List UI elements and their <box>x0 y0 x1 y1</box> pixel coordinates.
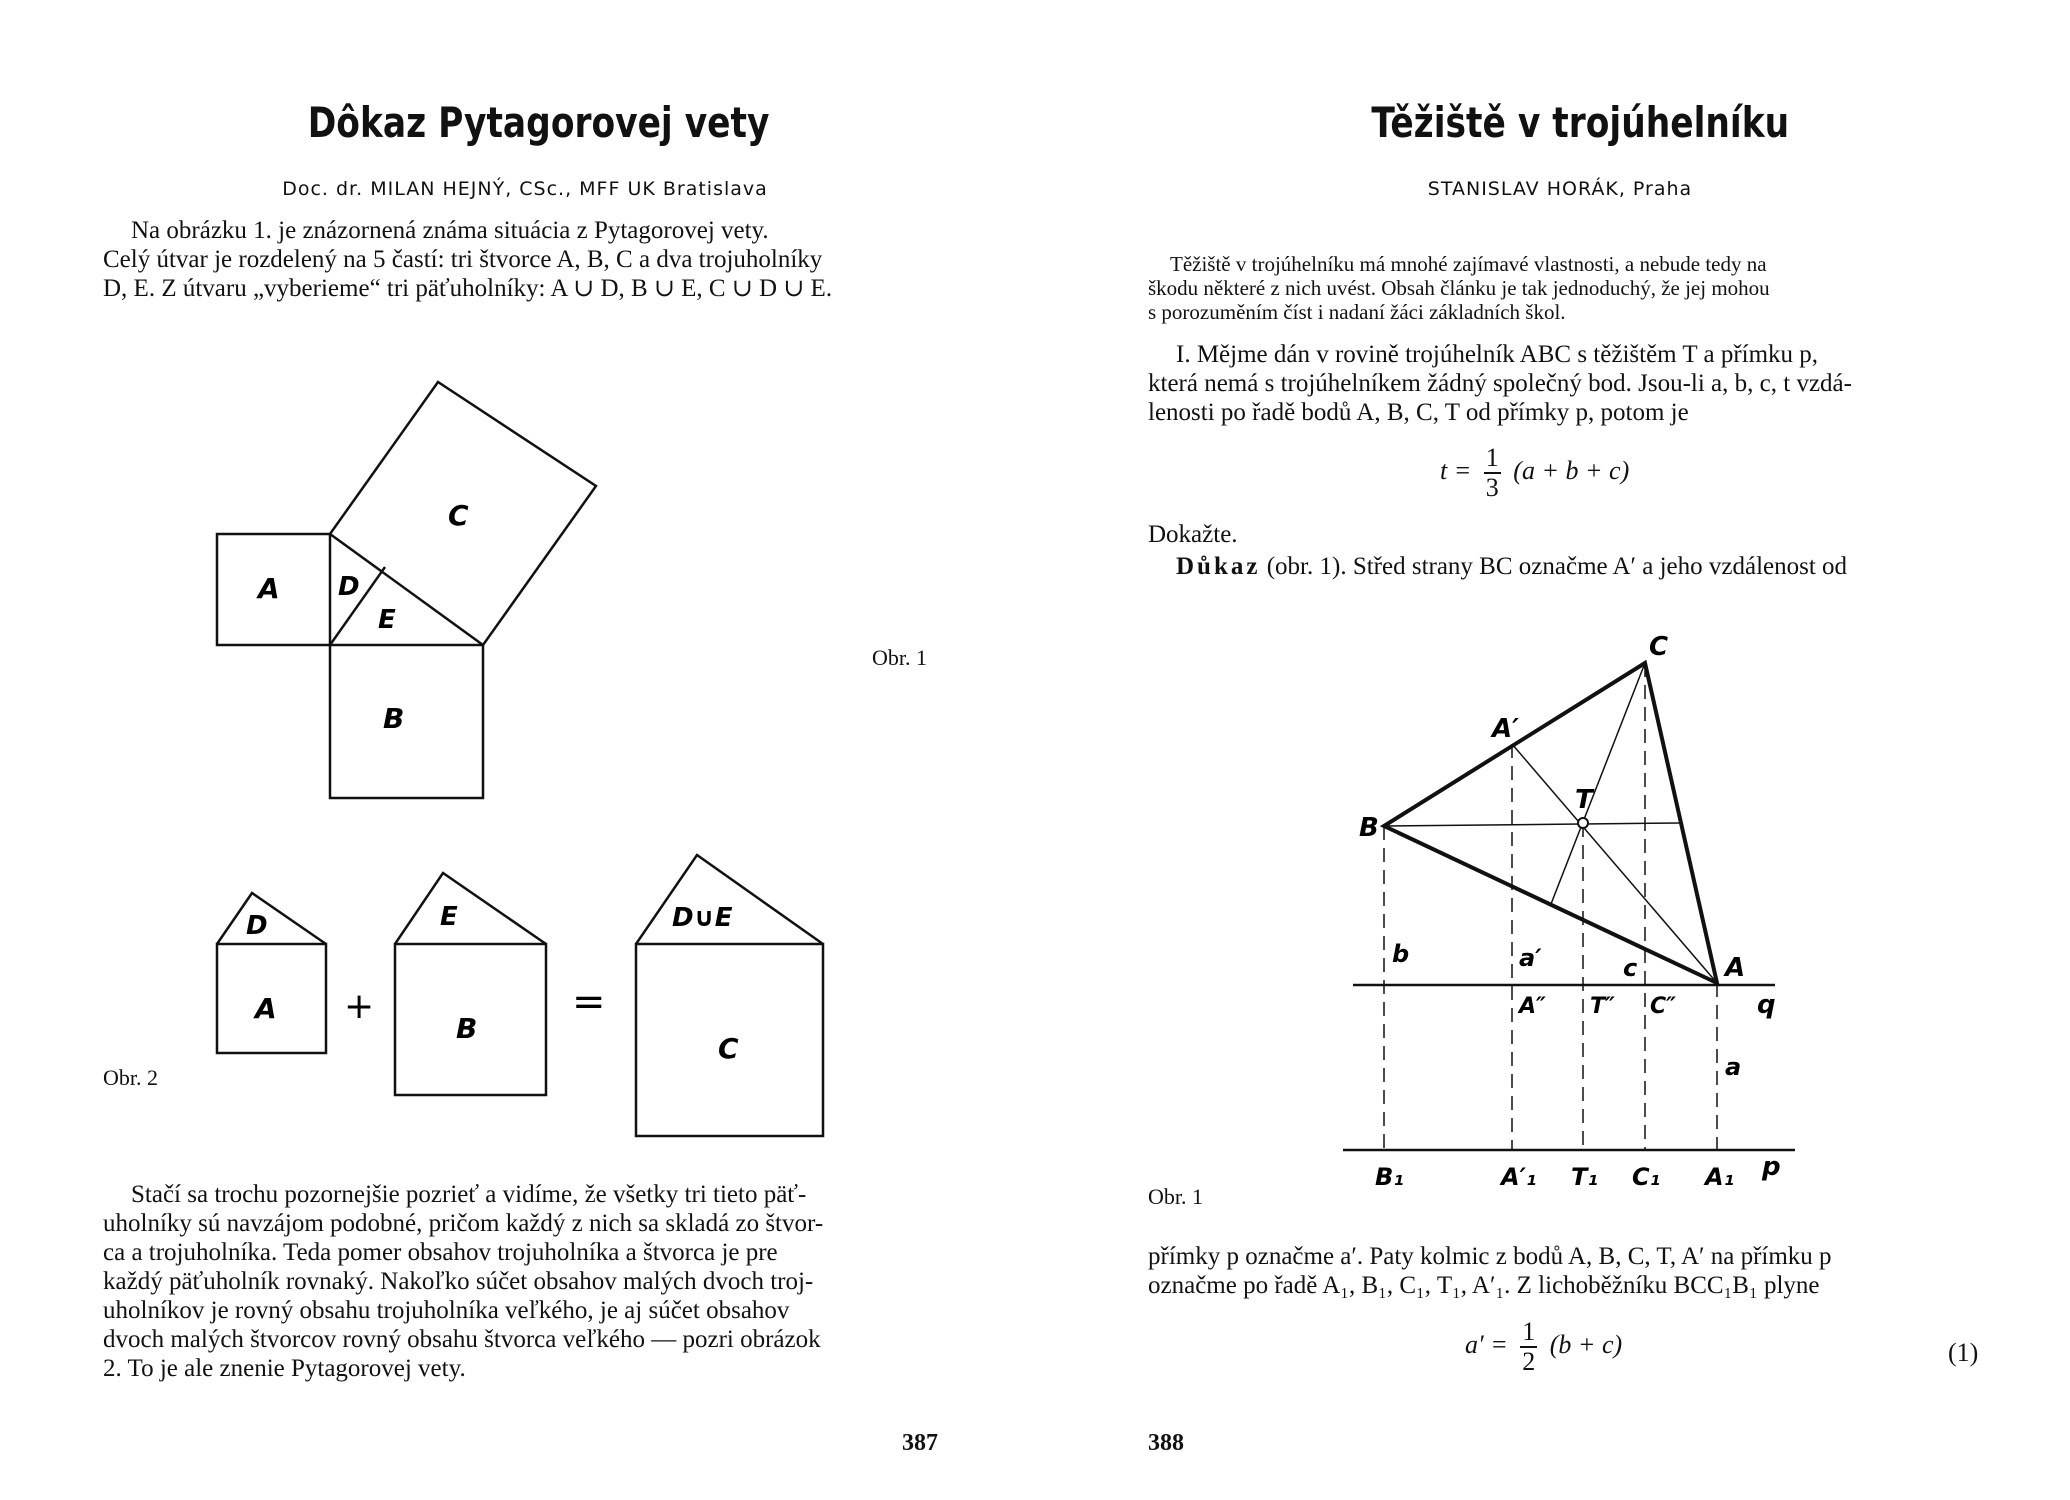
text-line: I. Mějme dán v rovině trojúhelník ABC s těžištěm T a přímku p, <box>1176 341 1819 368</box>
fraction-numerator: 1 <box>1522 1317 1536 1346</box>
median-b <box>1384 823 1681 826</box>
label-a1: A₁ <box>1705 1163 1735 1191</box>
square-b <box>330 645 483 798</box>
label-d-union-e: D∪E <box>672 903 733 933</box>
text-line: Celý útvar je rozdelený na 5 častí: tri štvorce A, B, C a dva trojuholníky <box>103 246 823 273</box>
plus-sign: + <box>344 986 375 1027</box>
text-line: Na obrázku 1. je znázornená známa situácia z Pytagorovej vety. <box>131 217 769 244</box>
pentagon-a-roof <box>217 893 326 944</box>
label-b1: B₁ <box>1375 1163 1404 1191</box>
label-e: E <box>378 605 396 635</box>
text-line: s porozuměním číst i nadaní žáci základních škol. <box>1148 300 1566 324</box>
formula-rhs: (b + c) <box>1549 1329 1623 1359</box>
text-line: uholníky sú navzájom podobné, pričom každý z nich sa skladá zo štvor- <box>103 1210 824 1237</box>
label-a: A <box>255 992 277 1025</box>
text-line: Stačí sa trochu pozornejšie pozrieť a vidíme, že všetky tri tieto päť- <box>131 1181 807 1208</box>
label-c: C <box>1649 632 1669 662</box>
label-a-prime-1: A′₁ <box>1501 1163 1537 1191</box>
text-line: přímky p označme a′. Paty kolmic z bodů A, B, C, T, A′ na přímku p <box>1148 1243 1832 1270</box>
label-distance-c: c <box>1623 954 1638 982</box>
right-article-author: STANISLAV HORÁK, Praha <box>1427 178 1693 200</box>
equation-number: (1) <box>1948 1338 1979 1367</box>
text-line: 2. To je ale znenie Pytagorovej vety. <box>103 1355 466 1382</box>
centroid-point <box>1578 818 1588 828</box>
label-c1: C₁ <box>1632 1163 1661 1191</box>
label-p: p <box>1762 1152 1781 1182</box>
fraction-denominator: 2 <box>1522 1347 1536 1376</box>
proof-heading: Důkaz <box>1176 553 1261 580</box>
label-q: q <box>1757 990 1776 1020</box>
right-article-title: Těžiště v trojúhelníku <box>1371 98 1790 147</box>
pentagon-b-roof <box>395 873 546 944</box>
label-c: C <box>718 1032 739 1065</box>
prove-prompt: Dokažte. <box>1148 521 1238 548</box>
label-distance-b: b <box>1392 940 1410 968</box>
label-a: A <box>1725 953 1746 983</box>
label-t1: T₁ <box>1571 1163 1598 1191</box>
proof-text: (obr. 1). Střed strany BC označme A′ a jeho vzdálenost od <box>1260 553 1848 580</box>
text-line: označme po řadě A₁, B₁, C₁, T₁, A′₁. Z lichoběžníku BCC₁B₁ plyne <box>1148 1272 1820 1299</box>
label-a-double-prime: A″ <box>1519 994 1546 1019</box>
text-line: každý päťuholník rovnaký. Nakoľko súčet obsahov malých dvoch troj- <box>103 1268 814 1295</box>
label-e: E <box>440 902 458 932</box>
text-line: D, E. Z útvaru „vyberieme“ tri päťuholníky: A ∪ D, B ∪ E, C ∪ D ∪ E. <box>103 275 833 302</box>
figure-1-caption: Obr. 1 <box>872 645 927 670</box>
formula-rhs: (a + b + c) <box>1513 455 1630 485</box>
label-distance-a-prime: a′ <box>1519 944 1542 972</box>
label-b: B <box>383 702 405 735</box>
text-line: uholníkov je rovný obsahu trojuholníka veľkého, je aj súčet obsahov <box>103 1297 790 1324</box>
text-line: ca a trojuholníka. Teda pomer obsahov trojuholníka a štvorca je pre <box>103 1239 778 1266</box>
text-line: škodu některé z nich uvést. Obsah článku je tak jednoduchý, že jej mohou <box>1148 276 1770 300</box>
label-t: T <box>1575 785 1593 815</box>
label-t-double-prime: T″ <box>1590 994 1615 1019</box>
right-figure-caption: Obr. 1 <box>1148 1184 1203 1209</box>
fraction-denominator: 3 <box>1485 473 1499 502</box>
text-line: která nemá s trojúhelníkem žádný společný bod. Jsou-li a, b, c, t vzdá- <box>1148 370 1852 397</box>
right-after-figure-paragraph <box>1148 1242 1978 1300</box>
right-page-number: 388 <box>1148 1430 1184 1456</box>
figure-2-caption: Obr. 2 <box>103 1065 158 1090</box>
label-b: B <box>1359 813 1379 843</box>
label-c: C <box>448 499 469 532</box>
label-b: B <box>456 1012 478 1045</box>
label-distance-a: a <box>1725 1053 1742 1081</box>
formula-midpoint-distance <box>1465 1318 1622 1376</box>
left-body-paragraph <box>103 1180 943 1383</box>
label-d: D <box>338 572 360 602</box>
fraction-numerator: 1 <box>1485 443 1499 472</box>
fraction <box>1520 1318 1537 1376</box>
left-page-number: 387 <box>902 1430 938 1456</box>
left-article-author: Doc. dr. MILAN HEJNÝ, CSc., MFF UK Bratislava <box>282 178 768 200</box>
formula-lhs: a′ = <box>1465 1329 1508 1359</box>
label-d: D <box>246 911 268 941</box>
median-c <box>1551 663 1645 904</box>
text-line: dvoch malých štvorcov rovný obsahu štvorca veľkého — pozri obrázok <box>103 1326 821 1353</box>
formula-lhs: t = <box>1440 455 1472 485</box>
text-line: lenosti po řadě bodů A, B, C, T od přímky p, potom je <box>1148 399 1689 426</box>
label-c-double-prime: C″ <box>1650 994 1676 1019</box>
label-a: A <box>258 572 280 605</box>
equals-sign: = <box>572 979 606 1025</box>
label-a-prime: A′ <box>1492 714 1519 744</box>
median-a <box>1512 744 1717 983</box>
left-article-title: Dôkaz Pytagorovej vety <box>307 98 770 147</box>
text-line: Těžiště v trojúhelníku má mnohé zajímavé vlastnosti, a nebude tedy na <box>1170 252 1767 276</box>
